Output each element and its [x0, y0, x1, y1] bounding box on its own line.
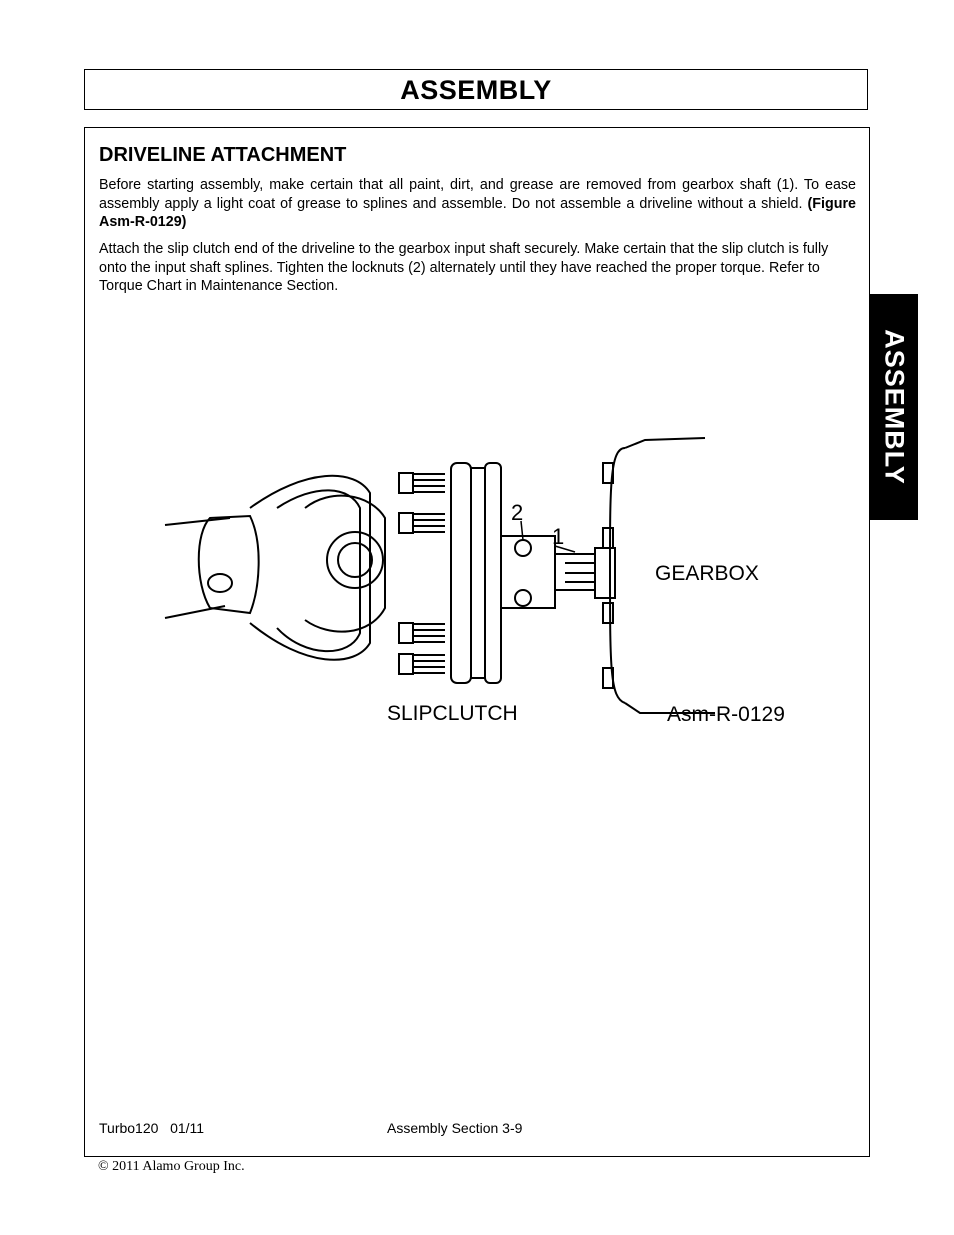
bolt-1 — [399, 473, 445, 493]
cross-bearing-inner — [338, 543, 372, 577]
gearbox-shaft — [555, 554, 595, 590]
bolt-2 — [399, 513, 445, 533]
paragraph-1-text: Before starting assembly, make certain that all paint, dirt, and grease are removed from gearbox shaft (1). To ease assembly apply a light coat of grease to splines and assemble. Do not assemble a driveline without a shield. — [99, 177, 856, 212]
side-tab-label: ASSEMBLY — [879, 329, 909, 485]
yoke — [305, 496, 385, 632]
footer-section: Assembly Section 3-9 — [387, 1120, 523, 1136]
callout-1: 1 — [552, 524, 565, 549]
page-title: ASSEMBLY — [400, 75, 552, 105]
driveline-figure — [155, 368, 815, 738]
figure-id: Asm-R-0129 — [667, 703, 785, 726]
figure-reference: (Figure Asm-R-0129) — [99, 195, 856, 230]
section-heading: DRIVELINE ATTACHMENT — [99, 144, 347, 166]
paragraph-2: Attach the slip clutch end of the driveline to the gearbox input shaft securely. Make certain that the slip clutch is fully onto the input shaft splines. Tighten the locknuts (2) alternately until they have reached the proper torque. Refer to Torque Chart in Maintenance Section. — [99, 241, 829, 294]
locknut-top — [515, 540, 531, 556]
footer-model-date: Turbo120 01/11 — [99, 1120, 205, 1136]
bolt-3 — [399, 623, 445, 643]
clutch-hub — [501, 536, 555, 608]
content-box — [84, 127, 870, 1157]
clutch-plate-1 — [451, 463, 471, 683]
shaft-line-top — [165, 518, 230, 525]
copyright: © 2011 Alamo Group Inc. — [98, 1159, 245, 1174]
shield-body — [199, 516, 259, 613]
bolt-4 — [399, 654, 445, 674]
cross-bearing-outer — [327, 532, 383, 588]
callout-2: 2 — [511, 500, 524, 525]
clutch-plate-2 — [485, 463, 501, 683]
paragraph-1 — [99, 176, 856, 232]
page-header — [84, 69, 868, 110]
slipclutch-label: SLIPCLUTCH — [387, 702, 518, 725]
gearbox-label: GEARBOX — [655, 562, 759, 585]
grease-fitting — [208, 574, 232, 592]
gearbox-bolt-3 — [603, 603, 613, 623]
gearbox-bolt-2 — [603, 528, 613, 548]
side-tab — [869, 294, 918, 520]
shaft-collar — [595, 548, 615, 598]
gearbox-flange — [610, 448, 625, 703]
locknut-bottom — [515, 590, 531, 606]
